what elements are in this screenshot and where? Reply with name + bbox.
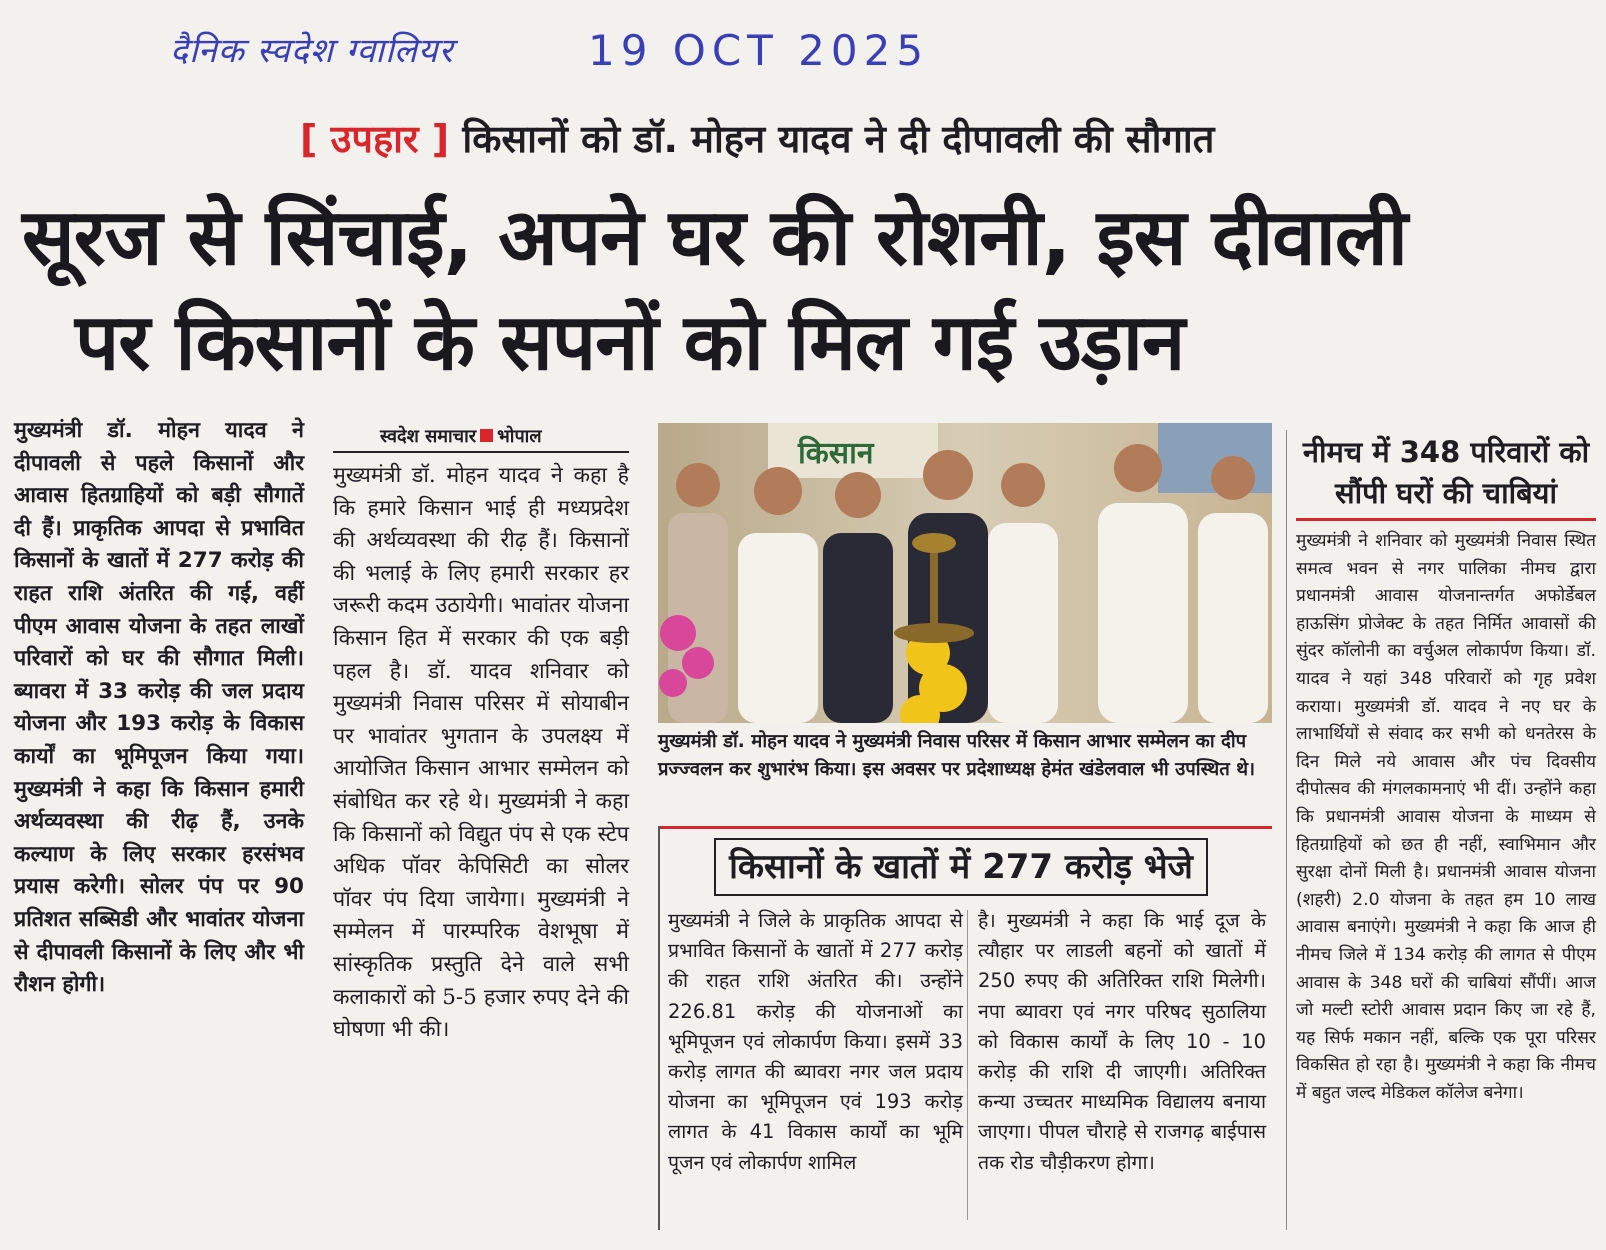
red-square-icon (480, 429, 493, 442)
event-photo-illustration (658, 423, 1272, 723)
side-story-rule (1296, 518, 1596, 521)
box-column-divider (967, 910, 968, 1220)
dateline-agency: स्वदेश समाचार (380, 426, 477, 447)
kicker-line (300, 112, 1214, 164)
side-story-heading: नीमच में 348 परिवारों को सौंपी घरों की चाबियां (1302, 435, 1590, 510)
date-stamp: 19 OCT 2025 (588, 26, 930, 75)
headline-line-1: सूरज से सिंचाई, अपने घर की रोशनी, इस दीवाली (22, 193, 1407, 283)
box-column-2: है। मुख्यमंत्री ने कहा कि भाई दूज के त्यौहार पर लाडली बहनों को खातों में 250 रुपए की अतिरिक्त राशि मिलेगी। नपा ब्यावरा एवं नगर परिषद सुठालिया को विकास कार्यों के लिए 10 - 10 करोड़ की राशि दी जाएगी। अतिरिक्त कन्या उच्चतर माध्यमिक विद्यालय बनाया जाएगा। पीपल चौराहे से राजगढ़ बाईपास तक रोड चौड़ीकरण होगा। (978, 909, 1266, 1174)
photo-caption: मुख्यमंत्री डॉ. मोहन यादव ने मुख्यमंत्री निवास परिसर में किसान आभार सम्मेलन का दीप प्रज्ज्वलन कर शुभारंभ किया। इस अवसर पर प्रदेशाध्यक्ष हेमंत खंडेलवाल भी उपस्थित थे। (658, 731, 1256, 780)
dateline-place: भोपाल (497, 426, 542, 447)
intro-summary: मुख्यमंत्री डॉ. मोहन यादव ने दीपावली से पहले किसानों और आवास हितग्राहियों को बड़ी सौगातें दी हैं। प्राकृतिक आपदा से प्रभावित किसानों के खातों में 277 करोड़ की राहत राशि अंतरित की गई, वहीं पीएम आवास योजना के तहत लाखों परिवारों को घर की सौगात मिली। ब्यावरा में 33 करोड़ की जल प्रदाय योजना और 193 करोड़ के विकास कार्यों का भूमिपूजन किया गया। मुख्यमंत्री ने कहा कि किसान हमारी अर्थव्यवस्था की रीढ़ हैं, उनके कल्याण के लिए सरकार हरसंभव प्रयास करेगी। सोलर पंप पर 90 प्रतिशत सब्सिडी और भावांतर योजना से दीपावली किसानों के लिए और भी रौशन होगी। (14, 418, 304, 998)
photo-banner-text: किसान (798, 436, 874, 471)
main-story-text: मुख्यमंत्री डॉ. मोहन यादव ने कहा है कि हमारे किसान भाई ही मध्यप्रदेश की अर्थव्यवस्था की रीढ़ हैं। किसानों की भलाई के लिए हमारी सरकार हर जरूरी कदम उठायेगी। भावांतर योजना किसान हित में सरकार की एक बड़ी पहल है। डॉ. यादव शनिवार को मुख्यमंत्री निवास परिसर में सोयाबीन पर भावांतर भुगतान के उपलक्ष्य में आयोजित किसान आभार सम्मेलन को संबोधित कर रहे थे। मुख्यमंत्री ने कहा कि किसानों को विद्युत पंप से एक स्टेप अधिक पॉवर केपिसिटी का सोलर पॉवर पंप दिया जायेगा। मुख्यमंत्री ने सम्मेलन में पारम्परिक वेशभूषा में सांस्कृतिक प्रस्तुति देने वाले सभी कलाकारों को 5-5 हजार रुपए देने की घोषणा भी की। (333, 463, 629, 1043)
box-left-rule (658, 826, 660, 1230)
box-heading: किसानों के खातों में 277 करोड़ भेजे (714, 838, 1208, 896)
headline-line-2: पर किसानों के सपनों को मिल गई उड़ान (75, 298, 1185, 388)
kicker-tag: [ उपहार ] (300, 117, 450, 161)
side-story-body: मुख्यमंत्री ने शनिवार को मुख्यमंत्री निवास स्थित समत्व भवन से नगर पालिका नीमच द्वारा प्रधानमंत्री आवास योजनान्तर्गत अफोर्डेबल हाऊसिंग प्रोजेक्ट के तहत निर्मित आवासों की सुंदर कॉलोनी का वर्चुअल लोकार्पण किया। डॉ. यादव ने यहां 348 परिवारों को गृह प्रवेश कराया। मुख्यमंत्री डॉ. यादव ने नए घर के लाभार्थियों से संवाद कर सभी को धनतेरस के दिन मिले नये आवास और पंच दिवसीय दीपोत्सव की मंगलकामनाएं भी दीं। उन्होंने कहा कि प्रधानमंत्री आवास योजना के माध्यम से हितग्राहियों को छत ही नहीं, स्वाभिमान और सुरक्षा दोनों मिली है। प्रधानमंत्री आवास योजना (शहरी) 2.0 योजना के तहत हम 10 लाख आवास बनाएंगे। मुख्यमंत्री ने कहा कि आज ही नीमच जिले में 134 करोड़ की लागत से पीएम आवास के 348 घरों की चाबियां सौंपीं। आज जो मल्टी स्टोरी आवास प्रदान किए जा रहे हैं, यह सिर्फ मकान नहीं, बल्कि एक पूरा परिसर विकसित हो रहा है। मुख्यमंत्री ने कहा कि नीमच में बहुत जल्द मेडिकल कॉलेज बनेगा। (1296, 531, 1596, 1103)
dateline-rule (333, 451, 629, 453)
event-photo (658, 423, 1272, 723)
dateline (380, 424, 542, 448)
box-column-1: मुख्यमंत्री ने जिले के प्राकृतिक आपदा से प्रभावित किसानों के खातों में 277 करोड़ की राहत राशि अंतरित की। उन्होंने 226.81 करोड़ की योजनाओं का भूमिपूजन एवं लोकार्पण किया। इसमें 33 करोड़ लागत की ब्यावरा नगर जल प्रदाय योजना का भूमिपूजन एवं 193 करोड़ लागत के 41 विकास कार्यों का भूमि पूजन एवं लोकार्पण शामिल (668, 909, 963, 1174)
side-story-divider (1286, 430, 1287, 1230)
kicker-text: किसानों को डॉ. मोहन यादव ने दी दीपावली की सौगात (462, 117, 1215, 161)
box-top-rule (658, 826, 1272, 829)
newspaper-name-stamp: दैनिक स्वदेश ग्वालियर (170, 31, 454, 71)
